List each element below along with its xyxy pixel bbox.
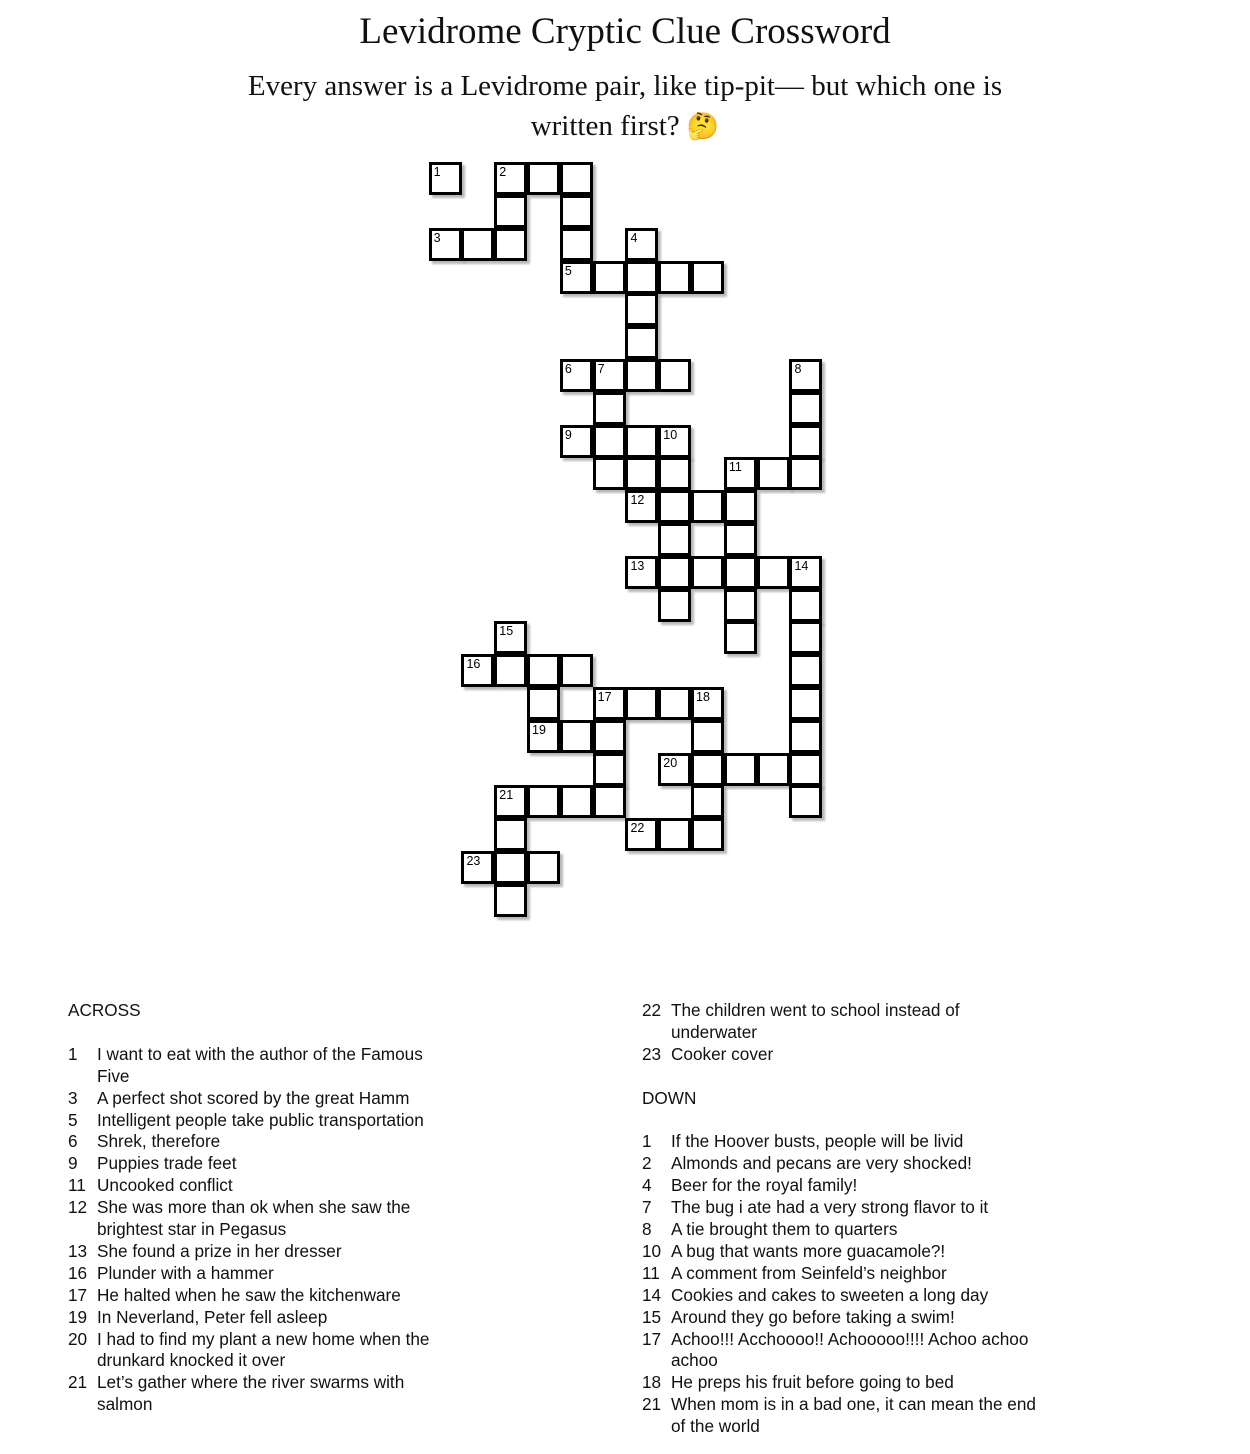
clue-number: 15 [642, 1306, 662, 1327]
cell-number: 22 [630, 821, 645, 836]
grid-cell[interactable] [658, 359, 691, 392]
clue-number: 5 [68, 1109, 78, 1130]
cell-number: 1 [433, 165, 441, 180]
clue-item[interactable] [642, 1044, 1037, 1066]
grid-cell[interactable] [527, 851, 560, 884]
clue-number: 21 [642, 1394, 662, 1415]
thinking-face-icon: 🤔 [686, 112, 720, 142]
down-column [642, 1000, 1037, 1438]
page-title: Levidrome Cryptic Clue Crossword [359, 11, 891, 52]
grid-cell[interactable] [593, 457, 626, 490]
clue-text: If the Hoover busts, people will be livid [671, 1131, 964, 1152]
grid-cell[interactable] [494, 884, 527, 917]
grid-cell[interactable] [757, 457, 790, 490]
grid-cell[interactable] [527, 162, 560, 195]
grid-cell[interactable] [560, 785, 593, 818]
grid-cell[interactable] [789, 654, 822, 687]
grid-cell[interactable] [625, 326, 658, 359]
clue-text: The bug i ate had a very strong flavor to it [671, 1197, 989, 1218]
grid-cell[interactable] [789, 621, 822, 654]
grid-cell[interactable] [494, 851, 527, 884]
clue-text: Cooker cover [671, 1043, 774, 1064]
clue-text: A bug that wants more guacamole?! [671, 1240, 946, 1261]
cell-number: 23 [466, 854, 481, 869]
grid-cell[interactable] [494, 195, 527, 228]
grid-cell[interactable] [494, 654, 527, 687]
grid-cell[interactable] [593, 720, 626, 753]
grid-cell[interactable] [461, 654, 494, 687]
clue-text: When mom is in a bad one, it can mean the end of the world [671, 1394, 1036, 1437]
grid-cell[interactable] [560, 359, 593, 392]
grid-cell[interactable] [560, 425, 593, 458]
clue-text: The children went to school instead of underwater [671, 1000, 960, 1042]
grid-cell[interactable] [494, 818, 527, 851]
grid-cell[interactable] [461, 228, 494, 261]
down-heading: DOWN [642, 1087, 697, 1108]
clue-item[interactable] [642, 1175, 1037, 1197]
grid-cell[interactable] [560, 261, 593, 294]
grid-cell[interactable] [724, 621, 757, 654]
grid-cell[interactable] [691, 687, 724, 720]
clue-text: Intelligent people take public transportation [97, 1109, 424, 1130]
across-column [68, 1000, 453, 1416]
cell-number: 19 [532, 722, 546, 737]
across-heading: ACROSS [68, 1000, 141, 1020]
across-clue-list-continued [642, 1000, 1037, 1066]
grid-cell[interactable] [527, 654, 560, 687]
grid-cell[interactable] [724, 753, 757, 786]
clue-number: 10 [642, 1240, 662, 1261]
clue-text: I want to eat with the author of the Famous Five [97, 1043, 423, 1086]
grid-cell[interactable] [494, 228, 527, 261]
clue-text: He preps his fruit before going to bed [671, 1372, 954, 1393]
clue-item[interactable] [642, 1307, 1037, 1329]
grid-cell[interactable] [658, 589, 691, 622]
grid-cell[interactable] [527, 720, 560, 753]
clue-number: 1 [642, 1131, 652, 1152]
cell-number: 5 [564, 263, 572, 278]
grid-cell[interactable] [593, 687, 626, 720]
clue-number: 21 [68, 1372, 88, 1393]
grid-cell[interactable] [691, 720, 724, 753]
cell-number: 17 [597, 690, 612, 705]
cell-number: 16 [466, 657, 481, 672]
clue-number: 20 [68, 1328, 88, 1349]
down-clue-list [642, 1131, 1037, 1438]
clue-item[interactable] [68, 1110, 453, 1132]
subtitle-text: Every answer is a Levidrome pair, like tip-pit— but which one is written first? [247, 70, 1003, 142]
clue-item[interactable] [68, 1285, 453, 1307]
clue-text: She was more than ok when she saw the brightest star in Pegasus [97, 1197, 411, 1240]
grid-cell[interactable] [658, 556, 691, 589]
cell-number: 8 [794, 362, 802, 377]
across-clue-list [68, 1044, 453, 1416]
grid-cell[interactable] [658, 457, 691, 490]
clue-item[interactable] [642, 1241, 1037, 1263]
cell-number: 18 [696, 690, 710, 705]
grid-cell[interactable] [625, 457, 658, 490]
clue-item[interactable] [68, 1044, 453, 1088]
clue-text: A tie brought them to quarters [671, 1219, 898, 1240]
grid-cell[interactable] [724, 490, 757, 523]
grid-cell[interactable] [625, 425, 658, 458]
grid-cell[interactable] [789, 359, 822, 392]
clue-number: 19 [68, 1306, 88, 1327]
grid-cell[interactable] [757, 556, 790, 589]
clue-item[interactable] [68, 1197, 453, 1241]
grid-cell[interactable] [691, 818, 724, 851]
clue-text: Almonds and pecans are very shocked! [671, 1153, 972, 1174]
grid-cell[interactable] [593, 753, 626, 786]
cell-number: 10 [663, 427, 678, 442]
cell-number: 6 [564, 362, 572, 377]
grid-cell[interactable] [625, 818, 658, 851]
grid-cell[interactable] [691, 490, 724, 523]
clue-item[interactable] [642, 1285, 1037, 1307]
grid-cell[interactable] [789, 425, 822, 458]
clue-number: 7 [642, 1197, 652, 1218]
cell-number: 14 [794, 558, 809, 573]
clue-text: Around they go before taking a swim! [671, 1306, 955, 1327]
grid-cell[interactable] [494, 785, 527, 818]
clue-item[interactable] [68, 1241, 453, 1263]
grid-cell[interactable] [625, 490, 658, 523]
grid-cell[interactable] [691, 785, 724, 818]
grid-cell[interactable] [625, 687, 658, 720]
grid-cell[interactable] [658, 261, 691, 294]
clue-item[interactable] [642, 1131, 1037, 1153]
grid-cell[interactable] [658, 753, 691, 786]
grid-cell[interactable] [593, 425, 626, 458]
clue-text: Plunder with a hammer [97, 1262, 274, 1283]
clue-item[interactable] [642, 1197, 1037, 1219]
grid-cell[interactable] [789, 720, 822, 753]
clue-item[interactable] [68, 1329, 453, 1373]
grid-cell[interactable] [691, 261, 724, 294]
grid-cell[interactable] [429, 162, 462, 195]
clue-number: 18 [642, 1372, 662, 1393]
clue-text: In Neverland, Peter fell asleep [97, 1306, 328, 1327]
clue-number: 2 [642, 1153, 652, 1174]
clue-number: 17 [68, 1284, 88, 1305]
cell-number: 11 [728, 460, 742, 475]
clue-number: 13 [68, 1240, 88, 1261]
grid-cell[interactable] [494, 621, 527, 654]
grid-cell[interactable] [691, 753, 724, 786]
clue-text: Cookies and cakes to sweeten a long day [671, 1284, 989, 1305]
clue-text: Beer for the royal family! [671, 1175, 858, 1196]
grid-cell[interactable] [429, 228, 462, 261]
clue-item[interactable] [642, 1329, 1037, 1373]
cell-number: 20 [663, 755, 678, 770]
grid-cell[interactable] [560, 162, 593, 195]
clue-text: Shrek, therefore [97, 1131, 221, 1152]
clue-number: 12 [68, 1197, 88, 1218]
grid-cell[interactable] [789, 392, 822, 425]
grid-cell[interactable] [527, 687, 560, 720]
grid-cell[interactable] [789, 687, 822, 720]
grid-cell[interactable] [724, 556, 757, 589]
clue-number: 3 [68, 1087, 78, 1108]
clue-number: 22 [642, 1000, 662, 1020]
clue-text: A comment from Seinfeld’s neighbor [671, 1262, 947, 1283]
grid-cell[interactable] [658, 490, 691, 523]
clue-number: 23 [642, 1043, 662, 1064]
grid-cell[interactable] [658, 523, 691, 556]
clue-number: 14 [642, 1284, 662, 1305]
grid-cell[interactable] [560, 720, 593, 753]
grid-cell[interactable] [593, 359, 626, 392]
grid-cell[interactable] [724, 589, 757, 622]
clue-text: Achoo!!! Acchoooo!! Achooooo!!!! Achoo achoo achoo [671, 1328, 1029, 1371]
grid-cell[interactable] [625, 556, 658, 589]
grid-cell[interactable] [789, 785, 822, 818]
grid-cell[interactable] [789, 556, 822, 589]
clue-text: Puppies trade feet [97, 1153, 237, 1174]
grid-cell[interactable] [560, 654, 593, 687]
grid-cell[interactable] [658, 425, 691, 458]
grid-cell[interactable] [625, 359, 658, 392]
grid-cell[interactable] [625, 261, 658, 294]
cell-number: 21 [499, 788, 514, 803]
clue-number: 9 [68, 1153, 78, 1174]
grid-cell[interactable] [593, 261, 626, 294]
grid-cell[interactable] [658, 818, 691, 851]
grid-cell[interactable] [658, 687, 691, 720]
clue-item[interactable] [642, 1000, 1037, 1044]
cell-number: 3 [433, 230, 441, 245]
grid-cell[interactable] [494, 162, 527, 195]
clue-text: Let’s gather where the river swarms with salmon [97, 1372, 405, 1415]
clue-number: 16 [68, 1262, 88, 1283]
clue-number: 6 [68, 1131, 78, 1152]
grid-cell[interactable] [560, 228, 593, 261]
cell-number: 2 [499, 165, 507, 180]
grid-cell[interactable] [560, 195, 593, 228]
cell-number: 15 [499, 624, 514, 639]
clue-item[interactable] [642, 1153, 1037, 1175]
clue-item[interactable] [68, 1263, 453, 1285]
clue-item[interactable] [68, 1175, 453, 1197]
clue-item[interactable] [68, 1131, 453, 1153]
clue-text: She found a prize in her dresser [97, 1240, 342, 1261]
cell-number: 4 [630, 230, 638, 245]
clue-item[interactable] [68, 1153, 453, 1175]
clue-item[interactable] [68, 1307, 453, 1329]
clue-text: Uncooked conflict [97, 1175, 233, 1196]
clue-number: 1 [68, 1043, 78, 1064]
clue-text: I had to find my plant a new home when the drunkard knocked it over [97, 1328, 430, 1371]
clue-number: 4 [642, 1175, 652, 1196]
clue-item[interactable] [68, 1088, 453, 1110]
grid-cell[interactable] [625, 228, 658, 261]
grid-cell[interactable] [789, 589, 822, 622]
grid-cell[interactable] [527, 785, 560, 818]
grid-cell[interactable] [724, 523, 757, 556]
cell-number: 7 [597, 362, 605, 377]
clue-number: 11 [68, 1175, 86, 1196]
grid-cell[interactable] [593, 785, 626, 818]
grid-cell[interactable] [593, 392, 626, 425]
cell-number: 12 [630, 493, 645, 508]
clue-number: 17 [642, 1328, 662, 1349]
clue-text: A perfect shot scored by the great Hamm [97, 1087, 410, 1108]
cell-number: 13 [630, 558, 645, 573]
cell-number: 9 [564, 427, 572, 442]
clue-item[interactable] [642, 1394, 1037, 1438]
clue-text: He halted when he saw the kitchenware [97, 1284, 401, 1305]
clue-number: 8 [642, 1219, 652, 1240]
clue-item[interactable] [642, 1219, 1037, 1241]
clue-item[interactable] [68, 1372, 453, 1416]
grid-cell[interactable] [757, 753, 790, 786]
grid-cell[interactable] [789, 457, 822, 490]
grid-cell[interactable] [461, 851, 494, 884]
grid-cell[interactable] [691, 556, 724, 589]
clue-item[interactable] [642, 1372, 1037, 1394]
clue-number: 11 [642, 1262, 660, 1283]
grid-cell[interactable] [789, 753, 822, 786]
grid-cell[interactable] [625, 293, 658, 326]
grid-cell[interactable] [724, 457, 757, 490]
clue-item[interactable] [642, 1263, 1037, 1285]
